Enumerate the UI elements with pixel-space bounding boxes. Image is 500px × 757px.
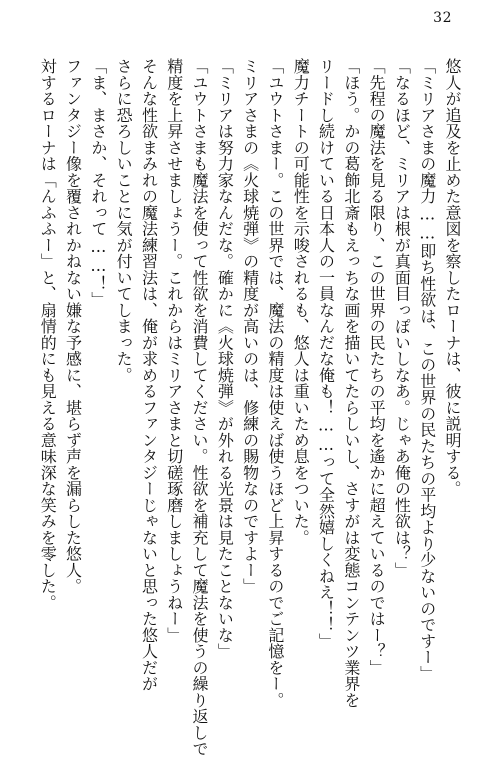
text-line: 「ほう。かの葛飾北斎もえっちな画を描いてたらしいし、さすがは変態コンテンツ業界を [341, 58, 361, 708]
text-line: 魔力チートの可能性を示唆されるも、悠人は重いため息をついた。 [291, 58, 311, 546]
text-line: 精度を上昇させましょうー。これからはミリアさまと切磋琢磨しましょうねー」 [164, 58, 184, 643]
text-line: 「先程の魔法を見る限り、この世界の民たちの平均を遙かに超えているのではー？」 [367, 58, 387, 676]
text-line: 「ユウトさまー。この世界では、魔法の精度は使えば使うほど上昇するのでご記憶をー。 [265, 58, 285, 708]
text-line: 「ユウトさまも魔法を使って性欲を消費してください。性欲を補充して魔法を使うの繰り返しで [190, 58, 210, 757]
text-line: 「ミリアさまの魔力……即ち性欲は、この世界の民たちの平均より少ないのですー」 [417, 58, 437, 682]
text-line: さらに恐ろしいことに気が付いてしまった。 [114, 58, 134, 383]
text-line: ミリアさまの《火球焼弾》の精度が高いのは、修練の賜物なのですよー」 [240, 58, 260, 595]
text-line: 対するローナは「んふふー」と、扇情的にも見える意味深な笑みを零した。 [38, 58, 58, 611]
text-line: 悠人が追及を止めた意図を察したローナは、彼に説明する。 [443, 58, 462, 497]
text-line: 「ミリアは努力家なんだな。確かに《火球焼弾》が外れる光景は見たことないな」 [215, 58, 235, 660]
text-line: リードし続けている日本人の一員なんだな俺も！……って全然嬉しくねえ！！」 [316, 58, 336, 649]
text-line: 「ま、まさか、それって……！」 [88, 58, 108, 308]
text-line: 「なるほど、ミリアは根が真面目っぽいしなあ。じゃあ俺の性欲は？」 [392, 58, 412, 578]
text-line: そんな性欲まみれの魔法練習法は、俺が求めるファンタジーじゃないと思った悠人だが [139, 58, 159, 692]
page-number: 32 [433, 10, 452, 26]
text-line: ファンタジー像を覆されかねない嫌な予感に、堪らず声を漏らした悠人。 [63, 58, 83, 595]
novel-text-block [30, 58, 462, 757]
